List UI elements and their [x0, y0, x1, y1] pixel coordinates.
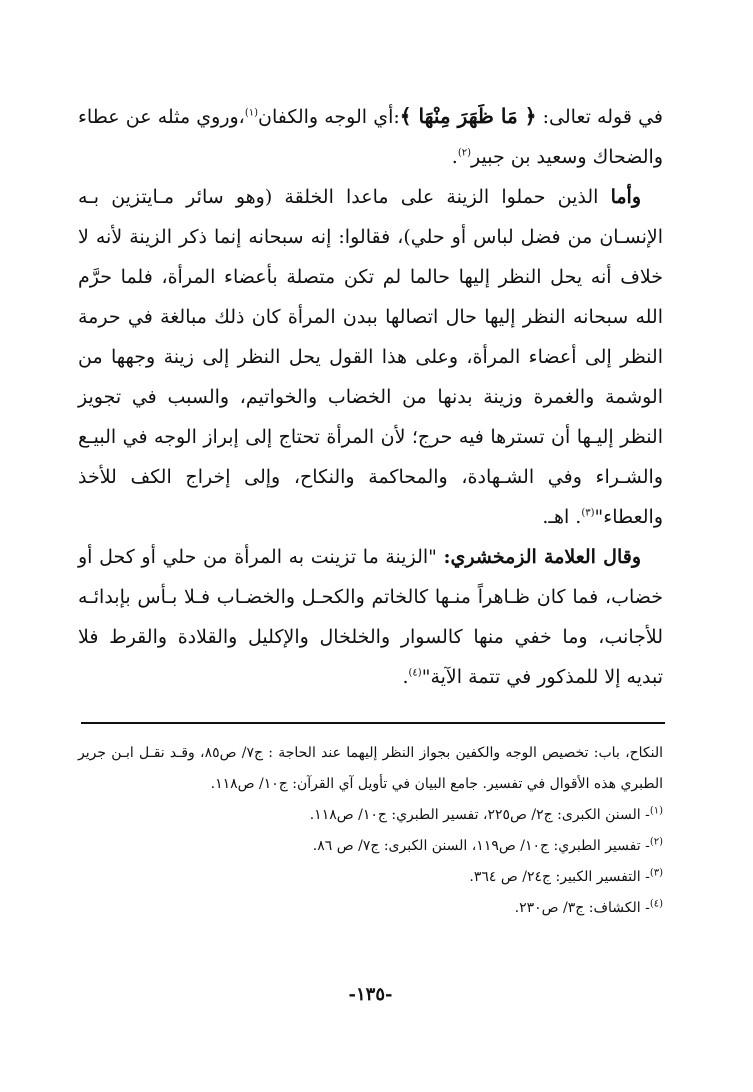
footnote-3: [78, 862, 663, 893]
footnotes-section: [78, 738, 663, 924]
footnote-ref-3: (٣): [581, 507, 595, 519]
footnote-2-text: - تفسير الطبري: ج١٠/ ص١١٩، السنن الكبرى: ج٧/ ص ٨٦.: [312, 838, 650, 854]
paragraph-1-intro: في قوله تعالى:: [536, 106, 663, 128]
paragraph-2-lead: وأما: [610, 186, 641, 208]
footnote-4-text: - الكشاف: ج٣/ ص٢٣٠.: [514, 900, 650, 916]
paragraph-2: [78, 177, 663, 537]
main-text: [78, 96, 663, 697]
footnote-1-marker: (١): [649, 805, 663, 817]
footnote-1: [78, 800, 663, 831]
paragraph-2-end: . اهـ.: [542, 506, 582, 528]
footnote-4: [78, 893, 663, 924]
footnote-2-marker: (٢): [649, 836, 663, 848]
footnote-4-marker: (٤): [649, 898, 663, 910]
footnote-ref-2: (٢): [457, 147, 472, 159]
document-page: [78, 96, 663, 1092]
paragraph-3-lead: وقال العلامة الزمخشري:: [443, 546, 641, 568]
paragraph-1-end: .: [451, 146, 458, 168]
paragraph-1: [78, 96, 663, 177]
footnote-2: [78, 831, 663, 862]
page-number: -١٣٥-: [348, 984, 393, 1005]
quran-verse: ﴿ مَا ظَهَرَ مِنْهَا ﴾: [399, 104, 537, 128]
footnote-3-text: - التفسير الكبير: ج٢٤/ ص ٣٦٤.: [469, 869, 650, 885]
paragraph-2-text: الذين حملوا الزينة على ماعدا الخلقة (وهو سائر مـايتزين بـه الإنسـان من فضل لباس أو حلي)، فقالوا: إنه سبحانه إنما ذكر الزينة لأنه لا خلاف أنه يحل النظر إليها حالما لم تكن متصلة بأعضاء المرأة، فلما حرَّم الله سبحانه النظر إليها حال اتصالها ببدن المرأة كان ذلك مبالغة في حرمة النظر إلى أعضاء المرأة، وعلى هذا القول يحل النظر إلى زينة وجهها من الوشمة والغمرة وزينة بدنها من الخضاب والخواتيم، والسبب في تجويز النظر إليـها أن تسترها فيه حرج؛ لأن المرأة تحتاج إلى إبراز الوجه في البيـع والشـراء وفي الشـهادة، والمحاكمة والنكاح، وإلى إخراج الكف للأخذ والعطاء": [78, 186, 663, 528]
footnote-ref-4: (٤): [408, 667, 422, 679]
footnote-divider: [81, 722, 665, 724]
footnote-ref-1: (١): [244, 107, 258, 119]
paragraph-3: [78, 537, 663, 697]
footnote-1-text: - السنن الكبرى: ج٢/ ص٢٢٥، تفسير الطبري: ج١٠/ ص١١٨.: [309, 807, 650, 823]
paragraph-1-mid: ،وروي مثله عن عطاء والضحاك وسعيد بن جبير: [78, 106, 663, 168]
footnote-continued: النكاح، باب: تخصيص الوجه والكفين بجواز النظر إليهما عند الحاجة : ج٧/ ص٨٥، وقـد نقـل ابـن جرير الطبري هذه الأقوال في تفسير. جامع البيان في تأويل آي القرآن: ج١٠/ ص١١٨.: [78, 745, 664, 792]
paragraph-1-after-verse: :أي الوجه والكفان: [258, 106, 400, 128]
paragraph-3-end: .: [402, 666, 409, 688]
footnote-3-marker: (٣): [649, 867, 663, 879]
paragraph-3-text: "الزينة ما تزينت به المرأة من حلي أو كحل أو خضاب، فما كان ظـاهراً منـها كالخاتم والكحـل والخضـاب فـلا بـأس بإبدائـه للأجانب، وما خفي منها كالسوار والخلخال والإكليل والقلادة والقرط فلا تبديه إلا للمذكور في تتمة الآية": [78, 546, 663, 688]
